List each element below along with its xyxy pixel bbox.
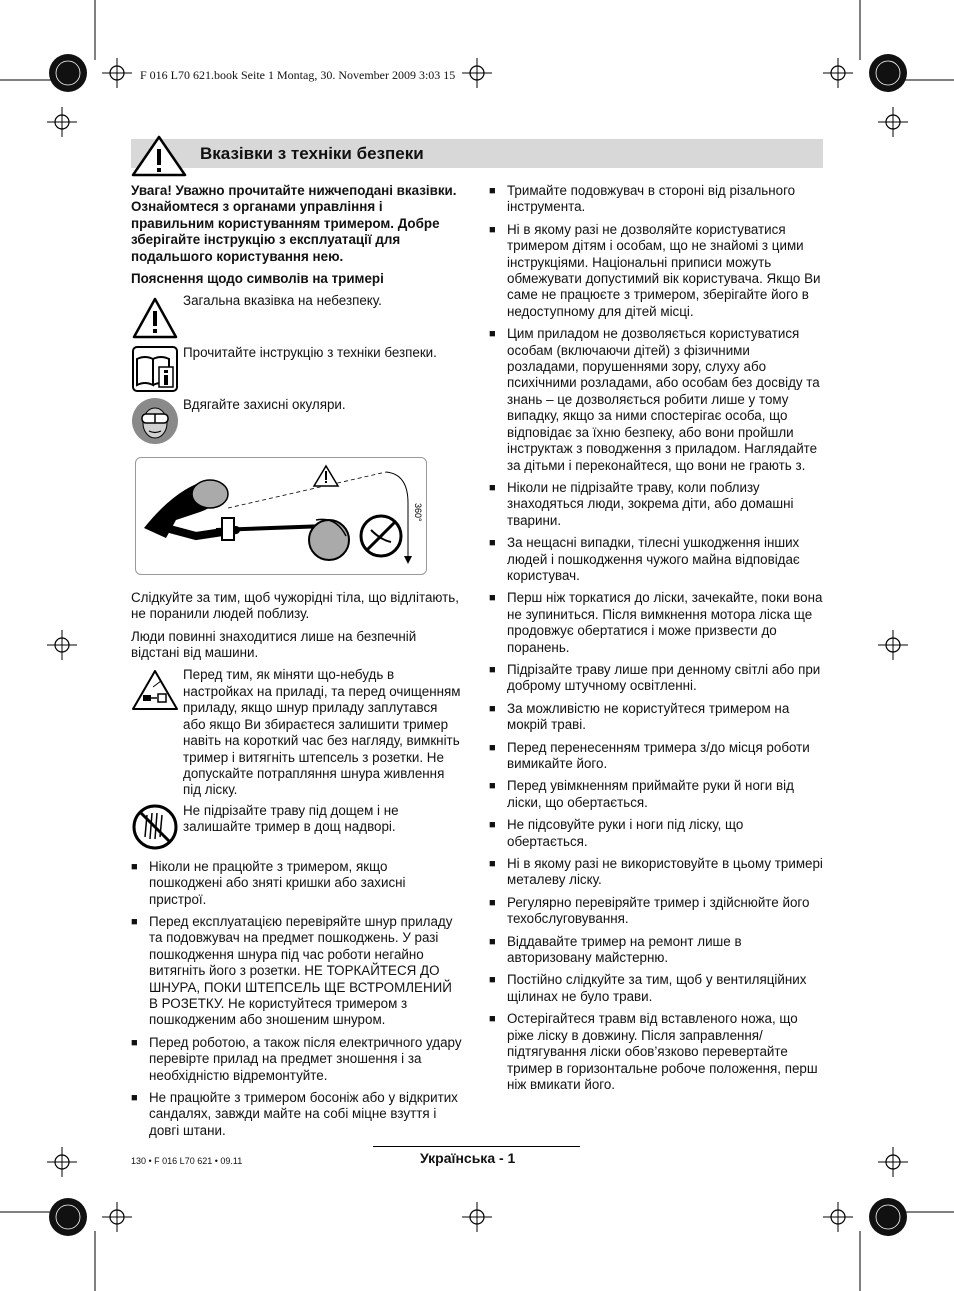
bullet-square-icon: ■ (489, 896, 496, 909)
bullet-square-icon: ■ (489, 185, 496, 197)
list-item: ■ За нещасні випадки, тілесні ушкодження інших людей і пошкодження чужого майна відповідає користувач. (489, 535, 800, 583)
warning-triangle-icon (131, 293, 179, 341)
list-item: ■ Ніколи не працюйте з тримером, якщо пошкоджені або зняті кришки або захисні пристрої. (131, 858, 406, 907)
footer-divider (373, 1146, 580, 1147)
symbol-read-manual (131, 345, 463, 393)
list-item: ■ Ніколи не підрізайте траву, коли поблизу знаходяться люди, зокрема діти, або домашні тварини. (489, 479, 794, 528)
list-item: ■ Перш ніж торкатися до ліски, зачекайте, поки вона не зупиниться. Після вимкнення мотора ліска ще продовжує обертатися і може призвести до поранень. (489, 590, 823, 655)
page-title: Вказівки з техніки безпеки (200, 144, 424, 163)
bullet-square-icon: ■ (131, 860, 138, 873)
list-item: ■ Перед експлуатацією перевіряйте шнур приладу та подовжувач на предмет пошкоджень. У разі пошкодження шнура під час роботи негайно витягніть його з розетки. НЕ ТОРКАЙТЕСЯ ДО ШНУРА, ПОКИ ШТЕПСЕЛЬ ЩЕ ВСТРОМЛЕНИЙ В РОЗЕТКУ. Не користуйтеся тримером з пошкодженим або зношеним шнуром. (131, 913, 453, 1028)
list-item: ■ Віддавайте тример на ремонт лише в авторизовану майстерню. (489, 933, 742, 966)
bullet-square-icon: ■ (489, 1013, 496, 1026)
list-item: ■ Перед увімкненням приймайте руки й ноги від ліски, що обертається. (489, 778, 794, 810)
left-column (131, 183, 463, 1145)
list-item: ■ Перед роботою, а також після електричного удару перевірте прилад на предмет зношення і за необхідністю відремонтуйте. (131, 1034, 462, 1083)
book-info-header: F 016 L70 621.book Seite 1 Montag, 30. November 2009 3:03 15 (140, 68, 456, 82)
bullet-square-icon: ■ (489, 702, 496, 715)
symbol-unplug (131, 667, 463, 798)
bullet-square-icon: ■ (131, 1036, 138, 1049)
symbols-heading: Пояснення щодо символів на тримері (131, 271, 384, 287)
bullet-square-icon: ■ (489, 974, 496, 987)
symbol-general-warning (131, 293, 463, 341)
list-item: ■ Цим приладом не дозволяється користуватися особам (включаючи дітей) з фізичними розладами, порушеннями зору, слуху або психічними розладами, або особам без досвіду та знань – це дозволяється робити лише у тому випадку, якщо за ними спостерігає особа, що відповідає за їхню безпеку, або вони пройшли інструктаж з поводження з приладом. Наглядайте за дітьми і переконайтеся, що вони не грають з. (489, 326, 820, 473)
no-rain-icon (131, 803, 179, 851)
bullet-square-icon: ■ (489, 328, 496, 341)
bullet-square-icon: ■ (489, 858, 496, 871)
symbol-text: Прочитайте інструкцію з техніки безпеки. (183, 345, 437, 361)
no-rain-text: Не підрізайте траву під дощем і не залишайте тример в дощ надворі. (183, 802, 399, 835)
list-item: ■ Ні в якому разі не використовуйте в цьому тримері металеву ліску. (489, 856, 823, 888)
symbol-text: Загальна вказівка на небезпеку. (183, 293, 382, 309)
bullet-square-icon: ■ (489, 223, 496, 236)
paragraph-foreign-bodies: Слідкуйте за тим, щоб чужорідні тіла, що відлітають, не поранили людей поблизу. (131, 589, 459, 622)
list-item: ■ Підрізайте траву лише при денному світлі або при доброму штучному освітленні. (489, 661, 821, 694)
footer-code: 130 • F 016 L70 621 • 09.11 (131, 1156, 243, 1166)
bullet-square-icon: ■ (489, 780, 496, 793)
trimmer-safety-diagram (135, 457, 427, 575)
list-item: ■ Перед перенесенням тримера з/до місця роботи вимикайте його. (489, 739, 810, 771)
intro-warning: Увага! Уважно прочитайте нижчеподані вказівки. Ознайомтеся з органами управління і правильним користуванням тримером. Добре зберігайте інструкцію з експлуатації для подальшого користування нею. (131, 183, 457, 264)
angle-label: 360° (413, 503, 423, 523)
list-item: ■ Тримайте подовжувач в стороні від різального інструмента. (489, 183, 796, 215)
bullet-square-icon: ■ (131, 915, 138, 928)
bullet-square-icon: ■ (489, 741, 496, 754)
bullet-square-icon: ■ (489, 663, 496, 676)
bullet-square-icon: ■ (489, 935, 496, 948)
paragraph-safe-distance: Люди повинні знаходитися лише на безпечній відстані від машини. (131, 628, 417, 661)
list-item: ■ Регулярно перевіряйте тример і здійснюйте його техобслуговування. (489, 894, 810, 927)
list-item: ■ Не підсовуйте руки і ноги під ліску, що обертається. (489, 817, 744, 849)
warning-triangle-icon (130, 134, 188, 178)
symbol-no-rain (131, 803, 463, 851)
bullet-square-icon: ■ (131, 1092, 138, 1104)
list-item: ■ Остерігайтеся травм від вставленого ножа, що ріже ліску в довжину. Після заправлення/ підтягування ліски обов’язково перевертайте тример в горизонтальне робоче положення, перш ніж вмикати його. (489, 1011, 818, 1092)
unplug-warning-icon (131, 667, 179, 715)
unplug-text: Перед тим, як міняти що-небудь в настройках на приладі, та перед очищенням приладу, якщо шнур приладу заплутався або якщо Ви збираєтеся залишити тример навіть на короткий час без нагляду, вимкніть тример і витягніть штепсель з розетки. Не допускайте потрапляння шнура живлення під ліску. (183, 667, 461, 798)
bullet-square-icon: ■ (489, 819, 496, 832)
list-item: ■ Ні в якому разі не дозволяйте користуватися тримером дітям і особам, що не знайомі з цими інструкціями. Національні приписи можуть обмежувати допустимий вік користувача. Якщо Ви саме не працюєте з тримером, зберігайте його в недоступному для дітей місці. (489, 221, 821, 319)
bullet-square-icon: ■ (489, 481, 496, 494)
symbol-goggles (131, 397, 463, 445)
symbol-text: Вдягайте захисні окуляри. (183, 397, 346, 413)
list-item: ■ Постійно слідкуйте за тим, щоб у вентиляційних щілинах не було трави. (489, 972, 807, 1004)
bullet-square-icon: ■ (489, 537, 496, 550)
safety-goggles-icon (131, 397, 179, 445)
right-column (489, 183, 825, 1099)
bullet-square-icon: ■ (489, 592, 496, 605)
list-item: ■ За можливістю не користуйтеся тримером на мокрій траві. (489, 700, 790, 733)
footer-page-label: Українська - 1 (420, 1150, 516, 1166)
read-manual-icon (131, 345, 179, 393)
list-item: ■ Не працюйте з тримером босоніж або у відкритих сандалях, завжди майте на собі міцне взуття і довгі штани. (131, 1090, 458, 1138)
